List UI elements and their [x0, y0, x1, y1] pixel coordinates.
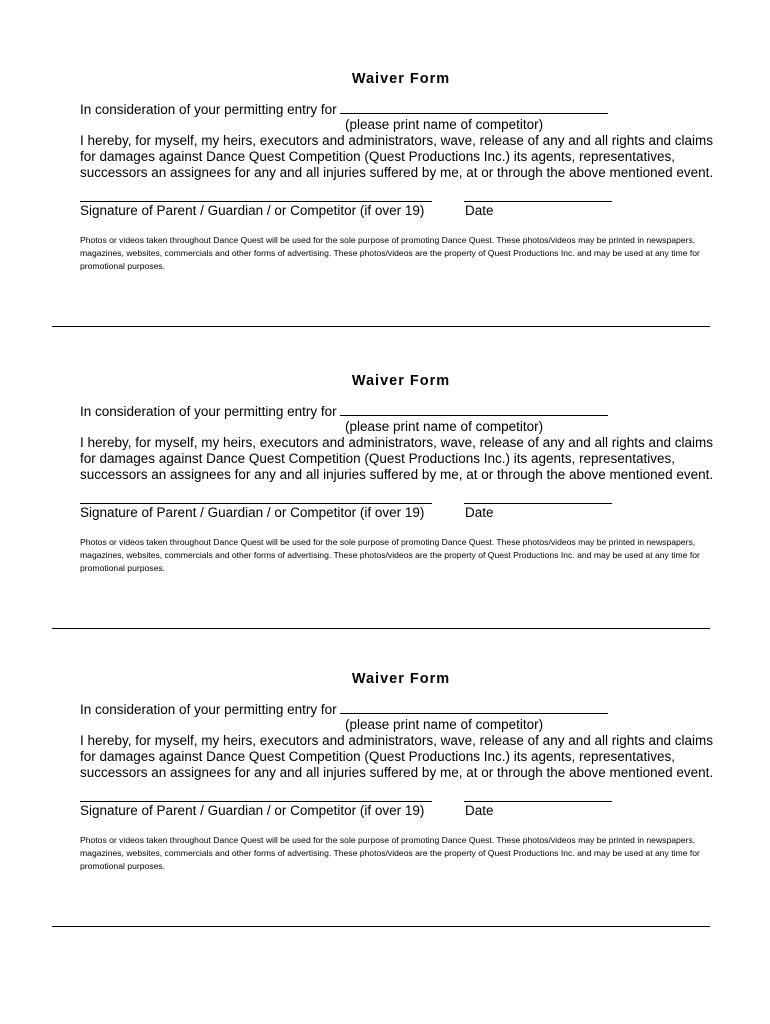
signature-field[interactable] [80, 801, 432, 802]
signature-field[interactable] [80, 503, 432, 504]
competitor-name-field[interactable] [340, 403, 608, 416]
form-title: Waiver Form [351, 671, 451, 687]
name-hint: (please print name of competitor) [345, 717, 544, 732]
form-title: Waiver Form [351, 71, 451, 87]
release-text: I hereby, for myself, my heirs, executors and administrators, wave, release of any and all rights and claims for damages against Dance Quest Competition (Quest Productions Inc.) its agents, representatives, successors an assignees for any and all injuries suffered by me, at or through the above mentioned event. [80, 133, 714, 180]
competitor-name-field[interactable] [340, 701, 608, 714]
competitor-name-field[interactable] [340, 101, 608, 114]
photo-release-note: Photos or videos taken throughout Dance Quest will be used for the sole purpose of promoting Dance Quest. These photos/videos may be printed in newspapers, magazines, websites, commercials and other forms of advertising. These photos/videos are the property of Quest Productions Inc. and may be used at any time for promotional purposes. [80, 835, 700, 871]
date-label: Date [465, 505, 494, 520]
date-label: Date [465, 203, 494, 218]
date-field[interactable] [464, 503, 612, 504]
entry-line [80, 701, 608, 717]
date-field[interactable] [464, 201, 612, 202]
signature-field[interactable] [80, 201, 432, 202]
entry-line [80, 403, 608, 419]
photo-release-note: Photos or videos taken throughout Dance Quest will be used for the sole purpose of promoting Dance Quest. These photos/videos may be printed in newspapers, magazines, websites, commercials and other forms of advertising. These photos/videos are the property of Quest Productions Inc. and may be used at any time for promotional purposes. [80, 537, 700, 573]
cut-line-1 [52, 326, 710, 327]
cut-line-2 [52, 628, 710, 629]
signature-label: Signature of Parent / Guardian / or Competitor (if over 19) [80, 505, 425, 520]
entry-line [80, 101, 608, 117]
signature-label: Signature of Parent / Guardian / or Competitor (if over 19) [80, 203, 425, 218]
entry-text: In consideration of your permitting entry for [80, 702, 337, 717]
entry-text: In consideration of your permitting entry for [80, 102, 337, 117]
date-field[interactable] [464, 801, 612, 802]
date-label: Date [465, 803, 494, 818]
release-text: I hereby, for myself, my heirs, executors and administrators, wave, release of any and all rights and claims for damages against Dance Quest Competition (Quest Productions Inc.) its agents, representatives, successors an assignees for any and all injuries suffered by me, at or through the above mentioned event. [80, 733, 714, 780]
name-hint: (please print name of competitor) [345, 419, 544, 434]
entry-text: In consideration of your permitting entry for [80, 404, 337, 419]
name-hint: (please print name of competitor) [345, 117, 544, 132]
release-text: I hereby, for myself, my heirs, executors and administrators, wave, release of any and all rights and claims for damages against Dance Quest Competition (Quest Productions Inc.) its agents, representatives, successors an assignees for any and all injuries suffered by me, at or through the above mentioned event. [80, 435, 714, 482]
signature-label: Signature of Parent / Guardian / or Competitor (if over 19) [80, 803, 425, 818]
form-title: Waiver Form [351, 373, 451, 389]
photo-release-note: Photos or videos taken throughout Dance Quest will be used for the sole purpose of promoting Dance Quest. These photos/videos may be printed in newspapers, magazines, websites, commercials and other forms of advertising. These photos/videos are the property of Quest Productions Inc. and may be used at any time for promotional purposes. [80, 235, 700, 271]
cut-line-3 [52, 926, 710, 927]
